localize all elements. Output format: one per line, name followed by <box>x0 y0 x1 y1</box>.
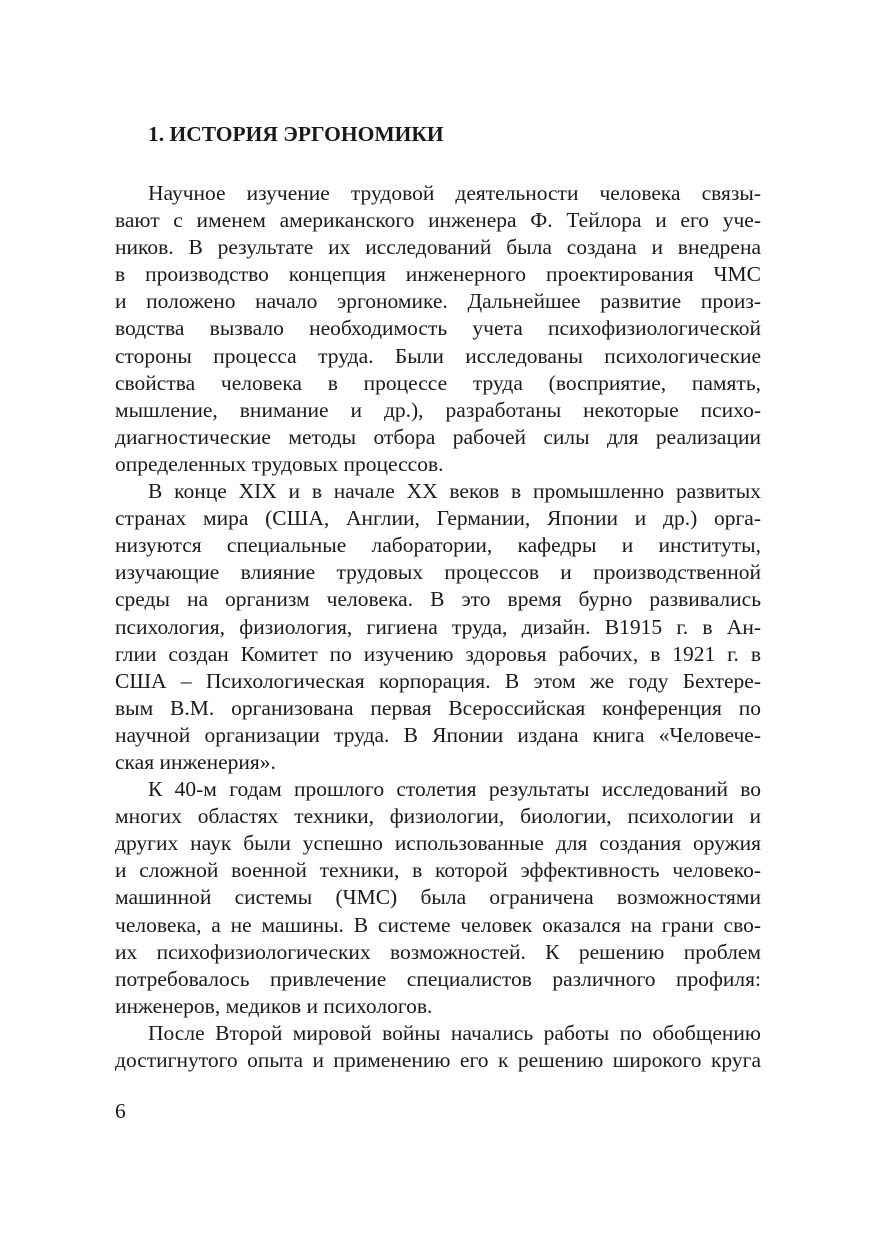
text-line: инженеров, медиков и психологов. <box>115 993 433 1018</box>
text-line: США – Психологическая корпорация. В этом же году Бехтере- <box>115 668 761 693</box>
text-line: диагностические методы отбора рабочей силы для реализации <box>115 424 761 449</box>
text-line: низуются специальные лаборатории, кафедры и институты, <box>115 533 761 558</box>
text-line: К 40-м годам прошлого столетия результаты исследований во <box>148 777 761 802</box>
text-line: и сложной военной техники, в которой эффективность человеко- <box>115 858 761 883</box>
text-line: В конце XIX и в начале XX веков в промышленно развитых <box>148 479 761 504</box>
text-line: научной организации труда. В Японии издана книга «Человече- <box>115 722 761 747</box>
page-number: 6 <box>115 1099 126 1123</box>
text-line: глии создан Комитет по изучению здоровья рабочих, в 1921 г. в <box>115 641 761 666</box>
text-line: многих областях техники, физиологии, биологии, психологии и <box>115 804 761 829</box>
paragraph <box>115 180 761 478</box>
text-line: ников. В результате их исследований была создана и внедрена <box>115 235 761 260</box>
text-line: мышление, внимание и др.), разработаны некоторые психо- <box>115 397 761 422</box>
text-line: свойства человека в процессе труда (восприятие, память, <box>115 370 761 395</box>
text-line: потребовалось привлечение специалистов различного профиля: <box>115 966 761 991</box>
text-line: После Второй мировой войны начались работы по обобщению <box>148 1020 761 1045</box>
text-line: их психофизиологических возможностей. К решению проблем <box>115 939 761 964</box>
text-line: ская инженерия». <box>115 749 276 774</box>
text-line: странах мира (США, Англии, Германии, Японии и др.) орга- <box>115 506 761 531</box>
text-line: вым В.М. организована первая Всероссийская конференция по <box>115 695 761 720</box>
body-text <box>115 180 761 1074</box>
text-line: человека, а не машины. В системе человек оказался на грани сво- <box>115 912 761 937</box>
text-line: и положено начало эргономике. Дальнейшее развитие произ- <box>115 289 761 314</box>
text-line: машинной системы (ЧМС) была ограничена возможностями <box>115 885 761 910</box>
text-line: в производство концепция инженерного проектирования ЧМС <box>115 262 761 287</box>
text-line: психология, физиология, гигиена труда, дизайн. В1915 г. в Ан- <box>115 614 761 639</box>
paragraph <box>115 478 761 776</box>
text-line: Научное изучение трудовой деятельности человека связы- <box>148 181 761 205</box>
text-line: других наук были успешно использованные для создания оружия <box>115 831 761 856</box>
chapter-heading: 1. ИСТОРИЯ ЭРГОНОМИКИ <box>148 122 444 146</box>
text-line: достигнутого опыта и применению его к решению широкого круга <box>115 1048 761 1072</box>
text-line: вают с именем американского инженера Ф. Тейлора и его уче- <box>115 208 761 233</box>
text-line: стороны процесса труда. Были исследованы психологические <box>115 343 761 368</box>
paragraph <box>115 776 761 1020</box>
text-line: водства вызвало необходимость учета психофизиологической <box>115 316 761 341</box>
text-line: среды на организм человека. В это время бурно развивались <box>115 587 761 612</box>
text-line: определенных трудовых процессов. <box>115 451 444 476</box>
paragraph <box>115 1020 761 1074</box>
text-line: изучающие влияние трудовых процессов и производственной <box>115 560 761 585</box>
